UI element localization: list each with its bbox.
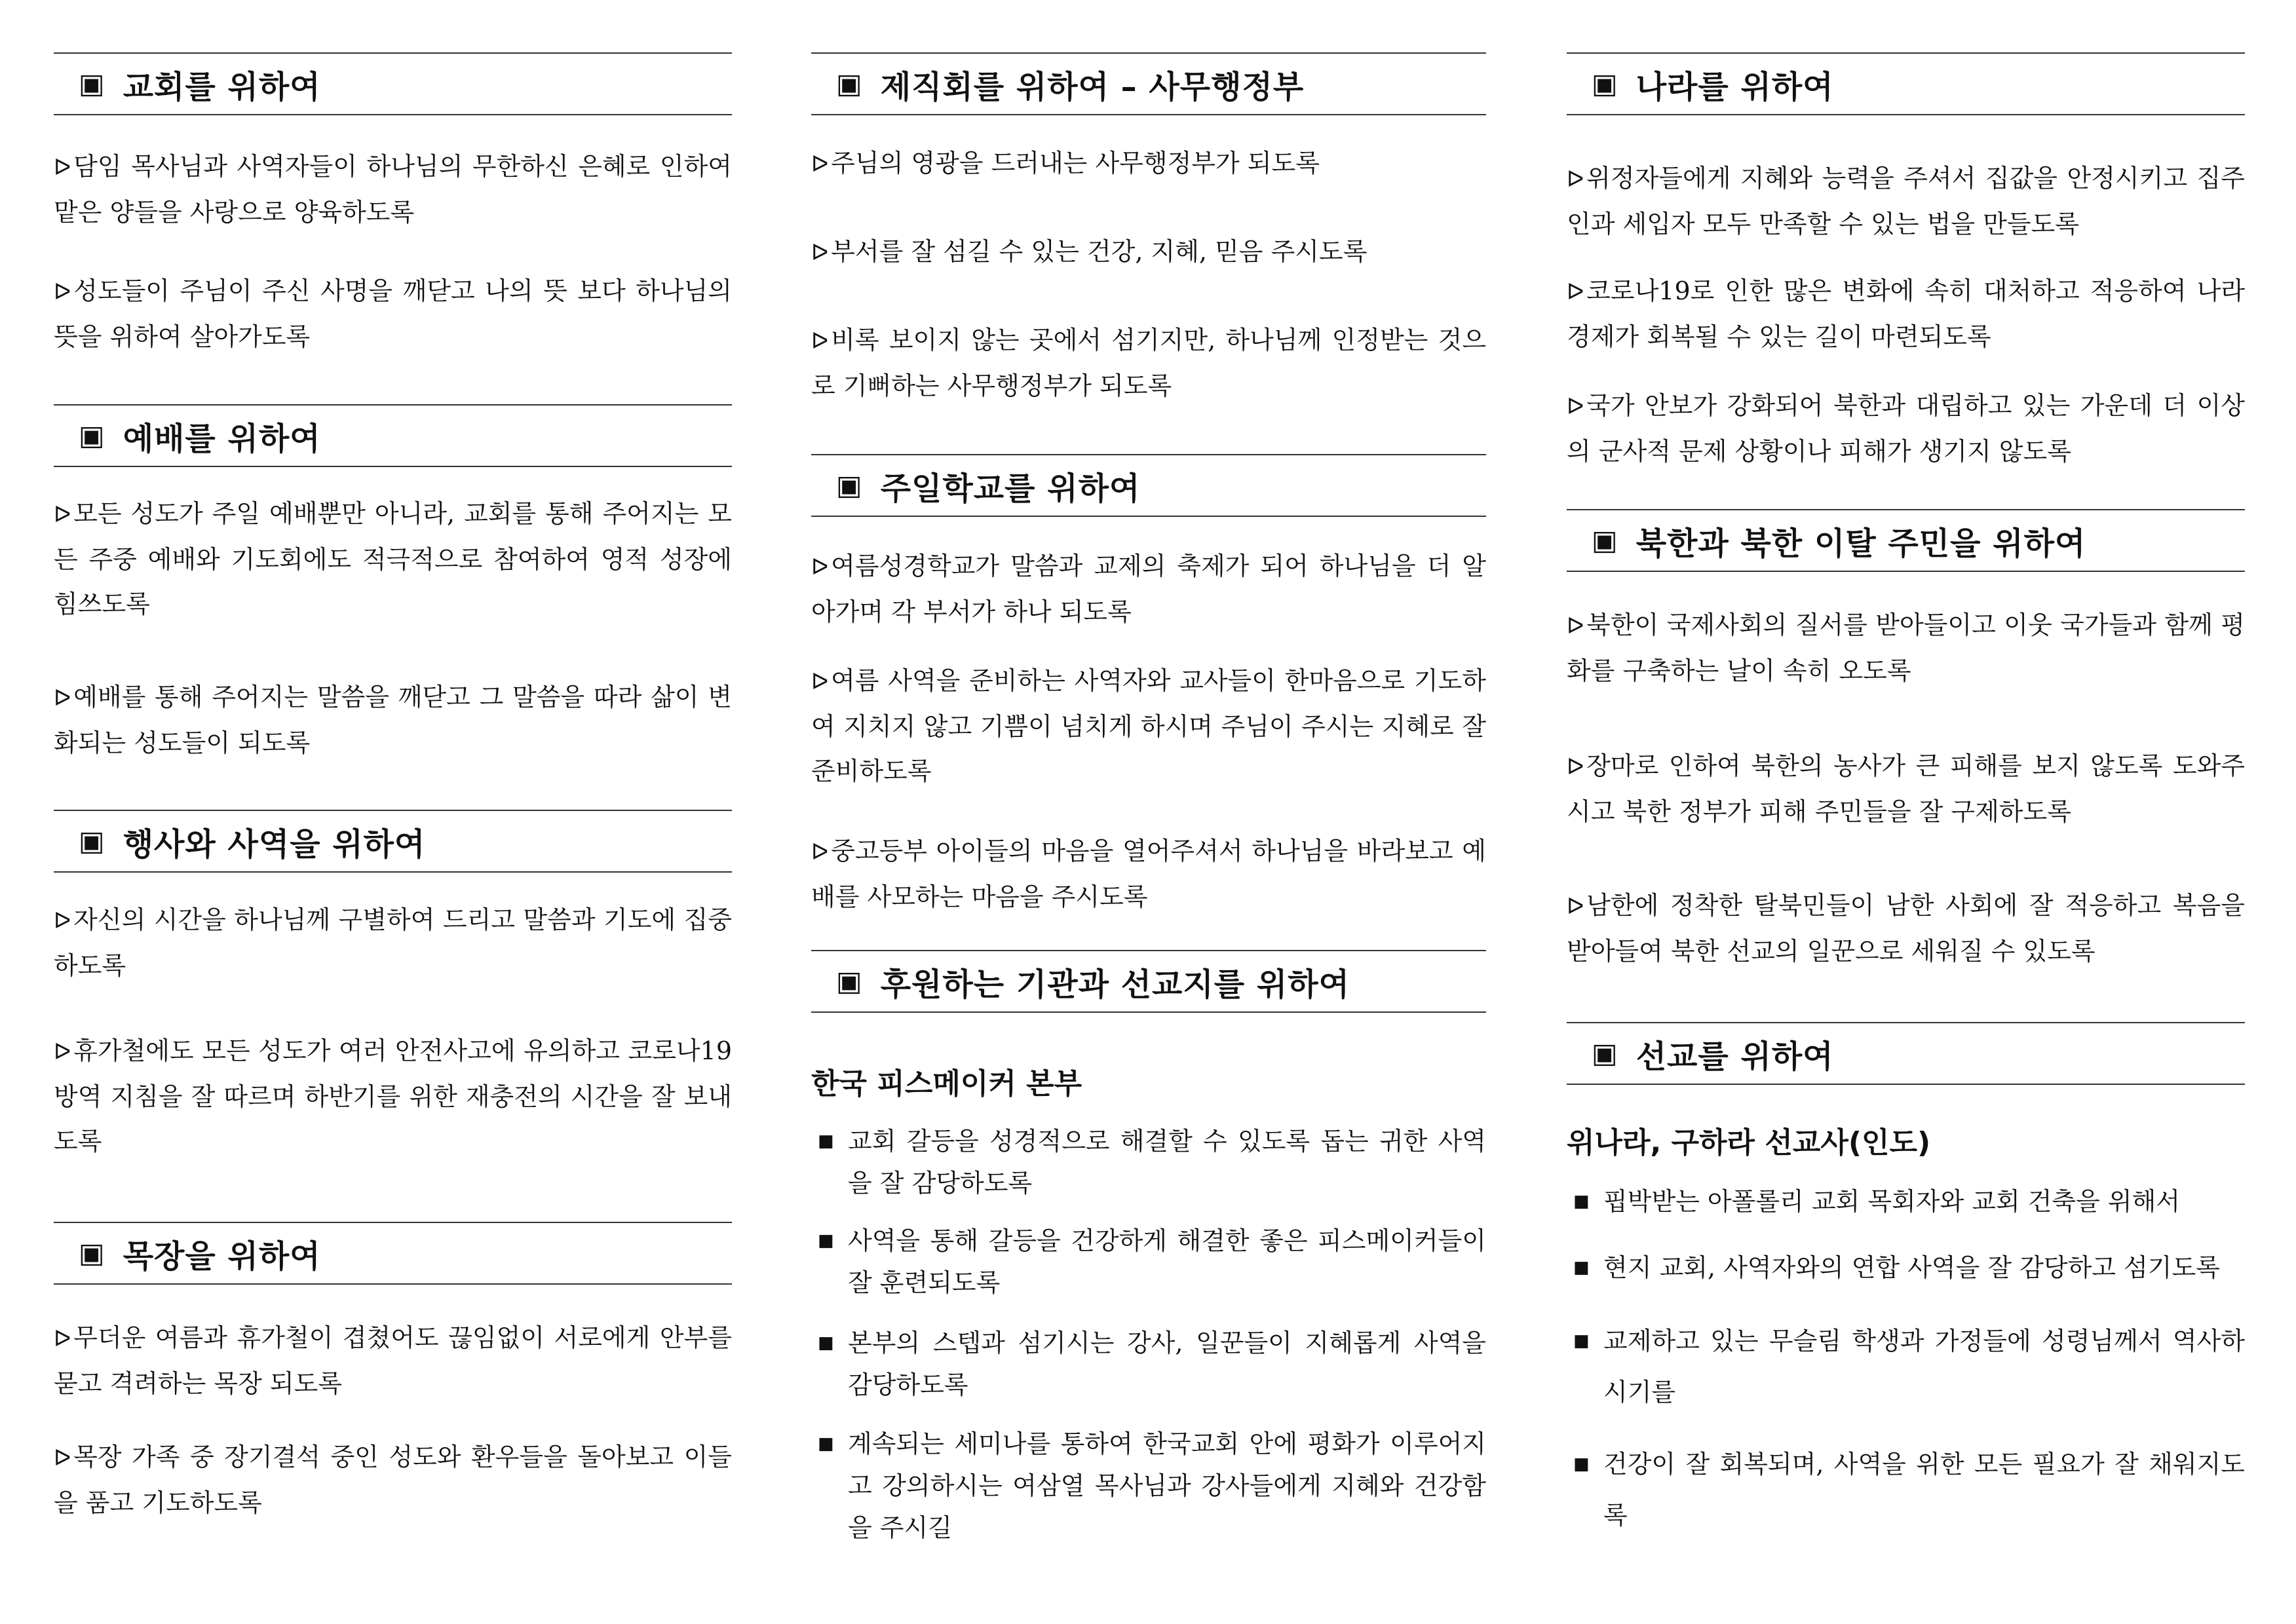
arrow-icon: ᐅ	[811, 554, 829, 580]
arrow-icon: ᐅ	[54, 155, 71, 181]
section-header	[1567, 52, 2245, 115]
bullet-item: ■ 사역을 통해 갈등을 건강하게 해결한 좋은 피스메이커들이 잘 훈련되도록	[811, 1220, 1486, 1304]
section-title: 제직회를 위하여 – 사무행정부	[880, 68, 1305, 105]
prayer-item: ᐅ 부서를 잘 섬길 수 있는 건강, 지혜, 믿음 주시도록	[811, 237, 1368, 266]
arrow-icon: ᐅ	[1567, 394, 1584, 420]
organization-name: 한국 피스메이커 본부	[811, 1067, 1082, 1101]
square-marker-icon: ▣	[1592, 67, 1618, 100]
arrow-icon: ᐅ	[54, 502, 71, 528]
square-bullet-icon: ■	[1573, 1454, 1590, 1474]
square-marker-icon: ▣	[79, 1237, 105, 1269]
section-header	[811, 454, 1486, 517]
prayer-item: ᐅ 자신의 시간을 하나님께 구별하여 드리고 말씀과 기도에 집중하도록	[54, 905, 732, 980]
section-title: 목장을 위하여	[123, 1237, 321, 1275]
section-title: 행사와 사역을 위하여	[123, 825, 426, 863]
section-header	[811, 950, 1486, 1013]
arrow-icon: ᐅ	[54, 1326, 71, 1352]
arrow-icon: ᐅ	[811, 839, 829, 865]
prayer-item: ᐅ 국가 안보가 강화되어 북한과 대립하고 있는 가운데 더 이상의 군사적 문제 상황이나 피해가 생기지 않도록	[1567, 391, 2245, 466]
arrow-icon: ᐅ	[811, 669, 829, 695]
square-bullet-icon: ■	[1573, 1331, 1590, 1351]
prayer-item: ᐅ 북한이 국제사회의 질서를 받아들이고 이웃 국가들과 함께 평화를 구축하는 날이 속히 오도록	[1567, 611, 2245, 685]
section-mission-support	[811, 950, 1486, 1013]
section-sunday-school	[811, 454, 1486, 517]
section-header	[54, 810, 732, 873]
arrow-icon: ᐅ	[1567, 166, 1584, 193]
section-north-korea	[1567, 509, 2245, 572]
section-title: 나라를 위하여	[1636, 68, 1834, 105]
bullet-item: ■ 계속되는 세미나를 통하여 한국교회 안에 평화가 이루어지고 강의하시는 여삼열 목사님과 강사들에게 지혜와 건강함을 주시길	[811, 1423, 1486, 1549]
prayer-item: ᐅ 예배를 통해 주어지는 말씀을 깨닫고 그 말씀을 따라 삶이 변화되는 성도들이 되도록	[54, 683, 732, 757]
square-marker-icon: ▣	[79, 67, 105, 100]
square-marker-icon: ▣	[836, 469, 862, 501]
prayer-item: ᐅ 휴가철에도 모든 성도가 여러 안전사고에 유의하고 코로나19 방역 지침을 잘 따르며 하반기를 위한 재충전의 시간을 잘 보내도록	[54, 1036, 732, 1156]
section-missions	[1567, 1022, 2245, 1085]
square-bullet-icon: ■	[818, 1131, 834, 1151]
prayer-item: ᐅ 목장 가족 중 장기결석 중인 성도와 환우들을 돌아보고 이들을 품고 기도하도록	[54, 1443, 732, 1517]
arrow-icon: ᐅ	[54, 1445, 71, 1471]
square-bullet-icon: ■	[818, 1434, 834, 1454]
square-marker-icon: ▣	[79, 419, 105, 451]
prayer-item: ᐅ 무더운 여름과 휴가철이 겹쳤어도 끊임없이 서로에게 안부를 묻고 격려하는 목장 되도록	[54, 1323, 732, 1398]
arrow-icon: ᐅ	[1567, 894, 1584, 920]
prayer-item: ᐅ 주님의 영광을 드러내는 사무행정부가 되도록	[811, 149, 1320, 178]
section-header	[1567, 1022, 2245, 1085]
arrow-icon: ᐅ	[1567, 754, 1584, 780]
square-marker-icon: ▣	[1592, 1037, 1618, 1069]
section-header	[54, 52, 732, 115]
square-bullet-icon: ■	[1573, 1258, 1590, 1277]
arrow-icon: ᐅ	[54, 908, 71, 934]
square-marker-icon: ▣	[836, 965, 862, 997]
prayer-item: ᐅ 코로나19로 인한 많은 변화에 속히 대처하고 적응하여 나라 경제가 회복될 수 있는 길이 마련되도록	[1567, 276, 2245, 351]
arrow-icon: ᐅ	[54, 685, 71, 711]
bullet-item: ■ 건강이 잘 회복되며, 사역을 위한 모든 필요가 잘 채워지도록	[1567, 1439, 2245, 1541]
prayer-item: ᐅ 여름성경학교가 말씀과 교제의 축제가 되어 하나님을 더 알아가며 각 부서가 하나 되도록	[811, 552, 1486, 626]
section-header	[811, 52, 1486, 115]
prayer-item: ᐅ 모든 성도가 주일 예배뿐만 아니라, 교회를 통해 주어지는 모든 주중 예배와 기도회에도 적극적으로 참여하여 영적 성장에 힘쓰도록	[54, 499, 732, 618]
section-church	[54, 52, 732, 115]
section-title: 선교를 위하여	[1636, 1038, 1834, 1075]
arrow-icon: ᐅ	[1567, 613, 1584, 639]
square-bullet-icon: ■	[818, 1333, 834, 1353]
bullet-item: ■ 현지 교회, 사역자와의 연합 사역을 잘 감당하고 섬기도록	[1567, 1247, 2245, 1289]
section-events	[54, 810, 732, 873]
section-deacons	[811, 52, 1486, 115]
section-cell-group	[54, 1222, 732, 1285]
prayer-item: ᐅ 장마로 인하여 북한의 농사가 큰 피해를 보지 않도록 도와주시고 북한 정부가 피해 주민들을 잘 구제하도록	[1567, 751, 2245, 826]
arrow-icon: ᐅ	[811, 151, 829, 178]
square-marker-icon: ▣	[836, 67, 862, 100]
section-header	[54, 404, 732, 467]
bullet-item: ■ 핍박받는 아폴롤리 교회 목회자와 교회 건축을 위해서	[1567, 1180, 2245, 1222]
bullet-item: ■ 교제하고 있는 무슬림 학생과 가정들에 성령님께서 역사하시기를	[1567, 1315, 2245, 1418]
square-marker-icon: ▣	[79, 825, 105, 857]
bullet-item: ■ 교회 갈등을 성경적으로 해결할 수 있도록 돕는 귀한 사역을 잘 감당하도록	[811, 1120, 1486, 1204]
prayer-item: ᐅ 여름 사역을 준비하는 사역자와 교사들이 한마음으로 기도하여 지치지 않고 기쁨이 넘치게 하시며 주님이 주시는 지혜로 잘 준비하도록	[811, 666, 1486, 785]
section-header	[1567, 509, 2245, 572]
arrow-icon: ᐅ	[811, 328, 829, 354]
section-title: 북한과 북한 이탈 주민을 위하여	[1636, 525, 2086, 562]
section-header	[54, 1222, 732, 1285]
arrow-icon: ᐅ	[54, 279, 71, 305]
square-marker-icon: ▣	[1592, 524, 1618, 556]
prayer-item: ᐅ 성도들이 주님이 주신 사명을 깨닫고 나의 뜻 보다 하나님의 뜻을 위하여 살아가도록	[54, 276, 732, 351]
section-title: 교회를 위하여	[123, 68, 321, 105]
prayer-item: ᐅ 비록 보이지 않는 곳에서 섬기지만, 하나님께 인정받는 것으로 기뻐하는 사무행정부가 되도록	[811, 326, 1486, 400]
prayer-item: ᐅ 중고등부 아이들의 마음을 열어주셔서 하나님을 바라보고 예배를 사모하는 마음을 주시도록	[811, 837, 1486, 911]
arrow-icon: ᐅ	[1567, 279, 1584, 305]
bullet-item: ■ 본부의 스텝과 섬기시는 강사, 일꾼들이 지혜롭게 사역을 감당하도록	[811, 1322, 1486, 1406]
section-worship	[54, 404, 732, 467]
section-title: 주일학교를 위하여	[880, 470, 1141, 507]
prayer-item: ᐅ 담임 목사님과 사역자들이 하나님의 무한하신 은혜로 인하여 맡은 양들을 사랑으로 양육하도록	[54, 152, 732, 227]
arrow-icon: ᐅ	[811, 240, 829, 266]
square-bullet-icon: ■	[818, 1231, 834, 1251]
arrow-icon: ᐅ	[54, 1039, 71, 1065]
prayer-item: ᐅ 위정자들에게 지혜와 능력을 주셔서 집값을 안정시키고 집주인과 세입자 모두 만족할 수 있는 법을 만들도록	[1567, 164, 2245, 238]
prayer-item: ᐅ 남한에 정착한 탈북민들이 남한 사회에 잘 적응하고 복음을 받아들여 북한 선교의 일꾼으로 세워질 수 있도록	[1567, 891, 2245, 966]
square-bullet-icon: ■	[1573, 1192, 1590, 1211]
section-title: 후원하는 기관과 선교지를 위하여	[880, 966, 1350, 1003]
missionary-name: 위나라, 구하라 선교사(인도)	[1567, 1126, 1931, 1160]
section-title: 예배를 위하여	[123, 420, 321, 457]
section-nation	[1567, 52, 2245, 115]
